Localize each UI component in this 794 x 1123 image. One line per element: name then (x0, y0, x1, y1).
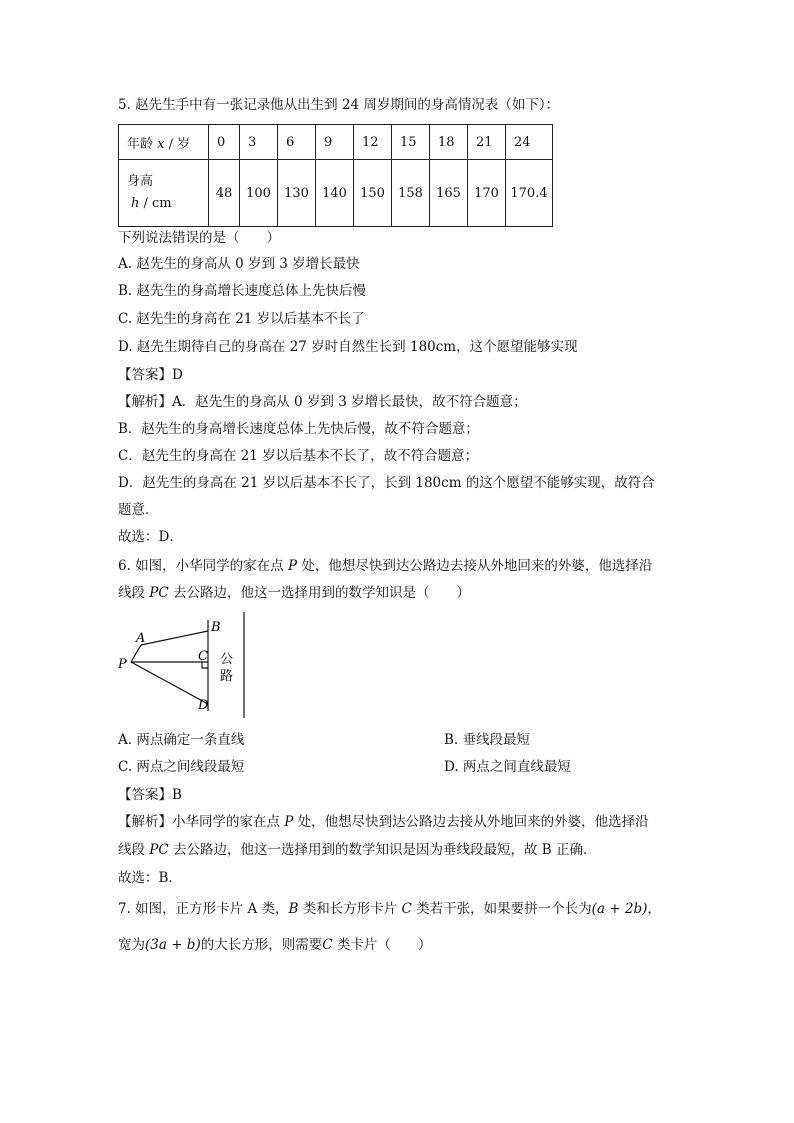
q6-conclusion: 故选：B． (118, 870, 182, 886)
q5-option-d: D. 赵先生期待自己的身高在 27 岁时自然生长到 180cm，这个愿望能够实现 (118, 339, 578, 355)
width-expression: (3a + b) (145, 937, 201, 953)
q5-option-b: B. 赵先生的身高增长速度总体上先快后慢 (118, 283, 367, 299)
label-b: B (211, 620, 221, 635)
length-expression: (a + 2b) (591, 901, 648, 917)
q6-answer: 【答案】B (118, 787, 182, 803)
height-table (118, 124, 553, 227)
q5-analysis-line: B．赵先生的身高增长速度总体上先快后慢，故不符合题意； (118, 421, 479, 437)
age-cell: 0 (209, 125, 240, 160)
q6-stem-line2: 线段 PC 去公路边，他这一选择用到的数学知识是（ ） (118, 585, 471, 601)
age-cell: 3 (240, 125, 278, 160)
table-row-age (119, 125, 553, 160)
height-header: 身高 h / cm (119, 160, 209, 227)
q5-option-c: C. 赵先生的身高在 21 岁以后基本不长了 (118, 311, 365, 327)
q5-analysis-line: 【解析】A．赵先生的身高从 0 岁到 3 岁增长最快，故不符合题意； (118, 394, 527, 410)
q7-stem-line1: 7. 如图，正方形卡片 A 类，B 类和长方形卡片 C 类若干张，如果要拼一个长为(a + 2b)， (118, 901, 661, 917)
age-header: 年龄 x / 岁 (119, 125, 209, 160)
age-cell: 9 (316, 125, 354, 160)
height-cell: 130 (278, 160, 316, 227)
q5-analysis-line: C．赵先生的身高在 21 岁以后基本不长了，故不符合题意； (118, 448, 479, 464)
q5-option-a: A. 赵先生的身高从 0 岁到 3 岁增长最快 (118, 256, 360, 272)
height-cell: 140 (316, 160, 354, 227)
segment-pd (131, 662, 208, 704)
height-cell: 165 (430, 160, 468, 227)
q5-prompt: 下列说法错误的是（ ） (118, 230, 280, 246)
q6-option-d: D. 两点之间直线最短 (444, 759, 571, 775)
age-cell: 18 (430, 125, 468, 160)
q6-option-a: A. 两点确定一条直线 (118, 732, 245, 748)
label-a: A (136, 631, 146, 646)
q6-option-b: B. 垂线段最短 (444, 732, 531, 748)
q5-analysis-line: 题意． (118, 502, 159, 518)
height-cell: 150 (354, 160, 392, 227)
height-cell: 170 (468, 160, 506, 227)
q5-conclusion: 故选：D． (118, 529, 183, 545)
height-cell: 100 (240, 160, 278, 227)
road-label-1: 公 (220, 652, 234, 667)
segment-ab (141, 631, 208, 645)
label-d: D (198, 698, 209, 713)
height-cell: 158 (392, 160, 430, 227)
q5-answer: 【答案】D (118, 367, 183, 383)
table-row-height (119, 160, 553, 227)
road-figure (114, 610, 254, 718)
age-cell: 15 (392, 125, 430, 160)
q5-analysis-line: D．赵先生的身高在 21 岁以后基本不长了，长到 180cm 的这个愿望不能够实现，故符合 (118, 475, 655, 491)
height-cell: 170.4 (506, 160, 553, 227)
label-p: P (118, 657, 127, 672)
q6-stem-line1: 6. 如图，小华同学的家在点 P 处，他想尽快到达公路边去接从外地回来的外婆，他选择沿 (118, 558, 653, 574)
q6-analysis-line2: 线段 PC 去公路边，他这一选择用到的数学知识是因为垂线段最短，故 B 正确． (118, 842, 597, 858)
q5-stem: 5. 赵先生手中有一张记录他从出生到 24 周岁期间的身高情况表（如下）： (118, 97, 560, 113)
q6-analysis-line1: 【解析】小华同学的家在点 P 处，他想尽快到达公路边去接从外地回来的外婆，他选择沿 (118, 814, 649, 830)
road-label-2: 路 (220, 669, 234, 684)
age-cell: 24 (506, 125, 553, 160)
age-cell: 6 (278, 125, 316, 160)
height-cell: 48 (209, 160, 240, 227)
age-cell: 12 (354, 125, 392, 160)
q6-option-c: C. 两点之间线段最短 (118, 759, 245, 775)
q7-stem-line2: 宽为(3a + b)的大长方形，则需要C 类卡片（ ） (118, 937, 432, 953)
age-cell: 21 (468, 125, 506, 160)
label-c: C (198, 649, 208, 664)
segment-pa (131, 645, 141, 662)
